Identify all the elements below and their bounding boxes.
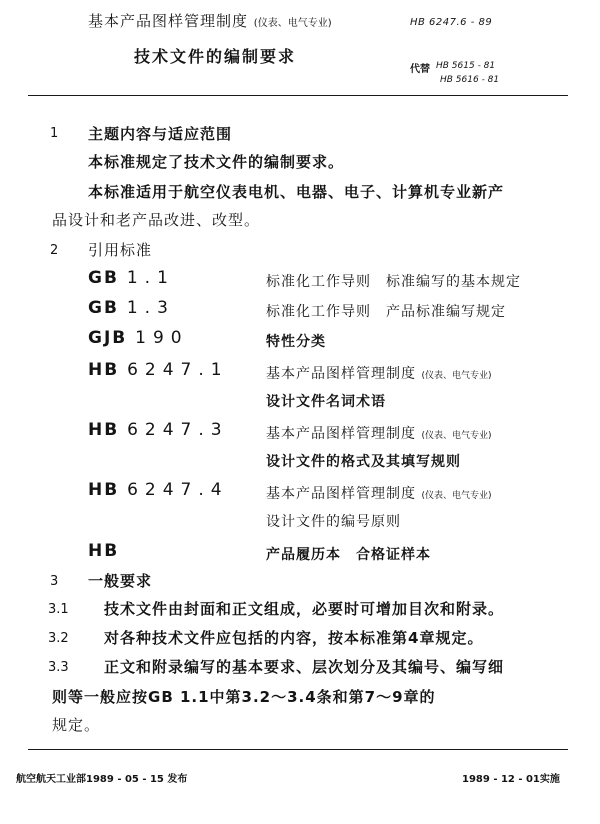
reference-title: 基本产品图样管理制度 (仪表、电气专业) [266,366,492,382]
replaced-standard: HB 5615 - 81 [436,61,496,71]
reference-title: 标准化工作导则 产品标准编写规定 [266,304,506,320]
reference-code: GJB 190 [88,328,189,348]
section-title: 主题内容与适应范围 [88,125,233,143]
paragraph: 本标准规定了技术文件的编制要求。 [88,153,345,171]
clause-number: 3.3 [48,660,69,675]
reference-code: HB 6247.4 [88,480,229,500]
clause-number: 3.2 [48,631,69,646]
reference-title-continued: 设计文件的格式及其填写规则 [266,454,461,470]
header-title-line [88,10,332,31]
section-number: 2 [50,243,59,258]
section-number: 3 [50,574,59,589]
section-title: 一般要求 [88,572,153,590]
clause-text: 对各种技术文件应包括的内容，按本标准第4章规定。 [104,629,484,647]
section-number: 1 [50,126,59,141]
reference-scope: (仪表、电气专业) [421,371,492,381]
header-rule [28,95,568,96]
reference-title: 标准化工作导则 标准编写的基本规定 [266,274,521,290]
clause-text: 技术文件由封面和正文组成，必要时可增加目次和附录。 [104,600,505,618]
clause-text-continued: 规定。 [52,716,101,734]
reference-title-continued: 设计文件名词术语 [266,394,386,410]
paragraph-continuation: 品设计和老产品改进、改型。 [52,211,261,229]
standard-scope: (仪表、电气专业) [253,18,332,29]
document-subtitle: 技术文件的编制要求 [134,47,297,66]
reference-scope: (仪表、电气专业) [421,491,492,501]
section-title: 引用标准 [88,241,153,259]
clause-text: 正文和附录编写的基本要求、层次划分及其编号、编写细 [104,658,505,676]
reference-scope: (仪表、电气专业) [421,431,492,441]
clause-number: 3.1 [48,602,69,617]
reference-title: 特性分类 [266,334,326,350]
standard-code: HB 6247.6 - 89 [410,17,493,28]
reference-title: 基本产品图样管理制度 (仪表、电气专业) [266,486,492,502]
issue-info: 航空航天工业部1989 - 05 - 15 发布 [16,774,188,785]
reference-title: 产品履历本 合格证样本 [266,547,431,563]
standard-series-title: 基本产品图样管理制度 [88,12,249,30]
footer-rule [28,749,568,750]
effective-date: 1989 - 12 - 01实施 [462,774,560,785]
reference-title: 基本产品图样管理制度 (仪表、电气专业) [266,426,492,442]
reference-code: HB [88,541,120,561]
reference-code: HB 6247.3 [88,420,229,440]
reference-code: HB 6247.1 [88,360,229,380]
clause-text-continued: 则等一般应按GB 1.1中第3.2～3.4条和第7～9章的 [52,688,436,706]
reference-code: GB 1.1 [88,268,175,288]
paragraph: 本标准适用于航空仪表电机、电器、电子、计算机专业新产 [88,183,505,201]
replaces-label: 代替 [410,64,430,75]
reference-title-continued: 设计文件的编号原则 [266,514,401,530]
replaced-standard: HB 5616 - 81 [440,75,500,85]
reference-code: GB 1.3 [88,298,175,318]
